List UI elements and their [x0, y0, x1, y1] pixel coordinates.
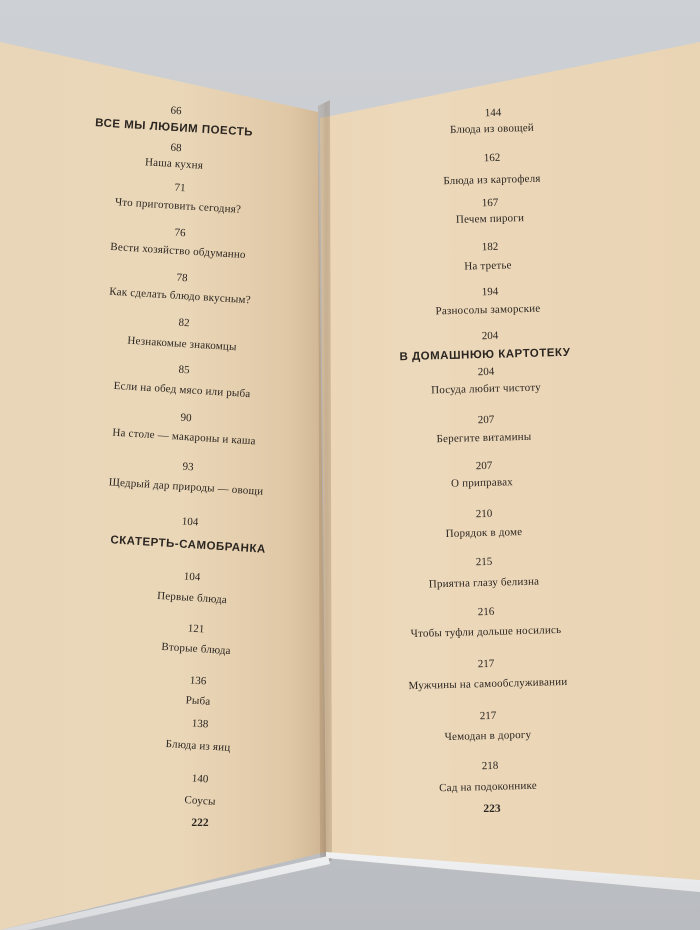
toc-entry-title: Блюда из овощей [449, 121, 535, 137]
toc-page-number: 162 [483, 151, 501, 165]
toc-entry-title: Разносолы заморские [435, 302, 541, 318]
toc-page-number: 66 [170, 104, 182, 118]
toc-entry-title: Вторые блюда [161, 640, 232, 658]
toc-page-number: 194 [481, 285, 499, 299]
toc-page-number: 218 [481, 759, 499, 773]
toc-page-number: 217 [477, 657, 495, 671]
toc-page-number: 93 [182, 460, 194, 474]
toc-entry-title: Если на обед мясо или рыба [113, 379, 251, 401]
toc-entry-title: Сад на подоконнике [438, 779, 538, 795]
toc-page-number: 144 [484, 106, 502, 120]
toc-page-number: 217 [479, 709, 497, 723]
toc-entry-title: Блюда из картофеля [443, 172, 541, 188]
toc-page-number: 216 [477, 605, 495, 619]
toc-section-heading: В ДОМАШНЮЮ КАРТОТЕКУ [399, 346, 571, 364]
toc-entry-title: Посуда любит чистоту [430, 381, 541, 397]
toc-page-number: 167 [481, 196, 499, 210]
toc-entry-title: Блюда из яиц [165, 738, 231, 754]
toc-page-number: 85 [178, 363, 190, 377]
toc-entry-title: Мужчины на самообслуживании [408, 675, 568, 693]
toc-page-number: 207 [477, 413, 495, 427]
toc-page-number: 182 [481, 240, 499, 254]
toc-entry-title: Рыба [185, 694, 211, 708]
toc-entry-title: Приятна глазу белизна [428, 575, 540, 591]
toc-page-number: 121 [187, 622, 205, 636]
toc-page-number: 82 [178, 316, 190, 330]
toc-entry-title: Наша кухня [144, 156, 204, 172]
toc-section-heading: СКАТЕРТЬ-САМОБРАНКА [110, 534, 267, 556]
toc-section-heading: ВСЕ МЫ ЛЮБИМ ПОЕСТЬ [94, 117, 254, 139]
toc-entry-title: Что приготовить сегодня? [114, 196, 242, 216]
toc-entry-title: Первые блюда [156, 589, 228, 607]
toc-page-number: 68 [170, 141, 182, 155]
toc-page-number: 71 [174, 181, 186, 195]
toc-page-number: 140 [191, 772, 209, 786]
toc-entry-title: Порядок в доме [445, 525, 523, 541]
toc-entry-title: О приправах [450, 476, 514, 490]
toc-page-number: 204 [481, 329, 499, 343]
toc-page-number: 215 [475, 555, 493, 569]
toc-page-number: 136 [189, 674, 207, 688]
toc-page-number: 207 [475, 459, 493, 473]
toc-entry-title: Чемодан в дорогу [444, 728, 532, 744]
toc-entry-title: Берегите витамины [436, 430, 532, 446]
page-folio-left: 222 [191, 817, 209, 829]
toc-page-number: 104 [183, 570, 201, 584]
toc-entry-title: Щедрый дар природы — овощи [108, 476, 264, 498]
toc-entry-title: Чтобы туфли дольше носились [410, 624, 562, 640]
toc-entry-title: Как сделать блюдо вкусным? [108, 285, 252, 307]
toc-page-number: 90 [180, 411, 192, 425]
toc-entry-title: На третье [464, 259, 512, 273]
toc-page-number: 204 [477, 365, 495, 379]
toc-entry-title: Соусы [184, 794, 216, 808]
toc-page-number: 78 [176, 271, 188, 285]
toc-page-number: 76 [174, 226, 186, 240]
toc-entry-title: Вести хозяйство обдуманно [110, 240, 247, 262]
toc-entry-title: Незнакомые знакомцы [127, 334, 237, 354]
toc-entry-title: Печем пироги [455, 212, 525, 226]
toc-page-number: 138 [191, 717, 209, 731]
toc-page-number: 210 [475, 507, 493, 521]
page-folio-right: 223 [483, 803, 501, 815]
toc-entry-title: На столе — макароны и каша [112, 426, 256, 448]
toc-page-number: 104 [181, 515, 199, 529]
